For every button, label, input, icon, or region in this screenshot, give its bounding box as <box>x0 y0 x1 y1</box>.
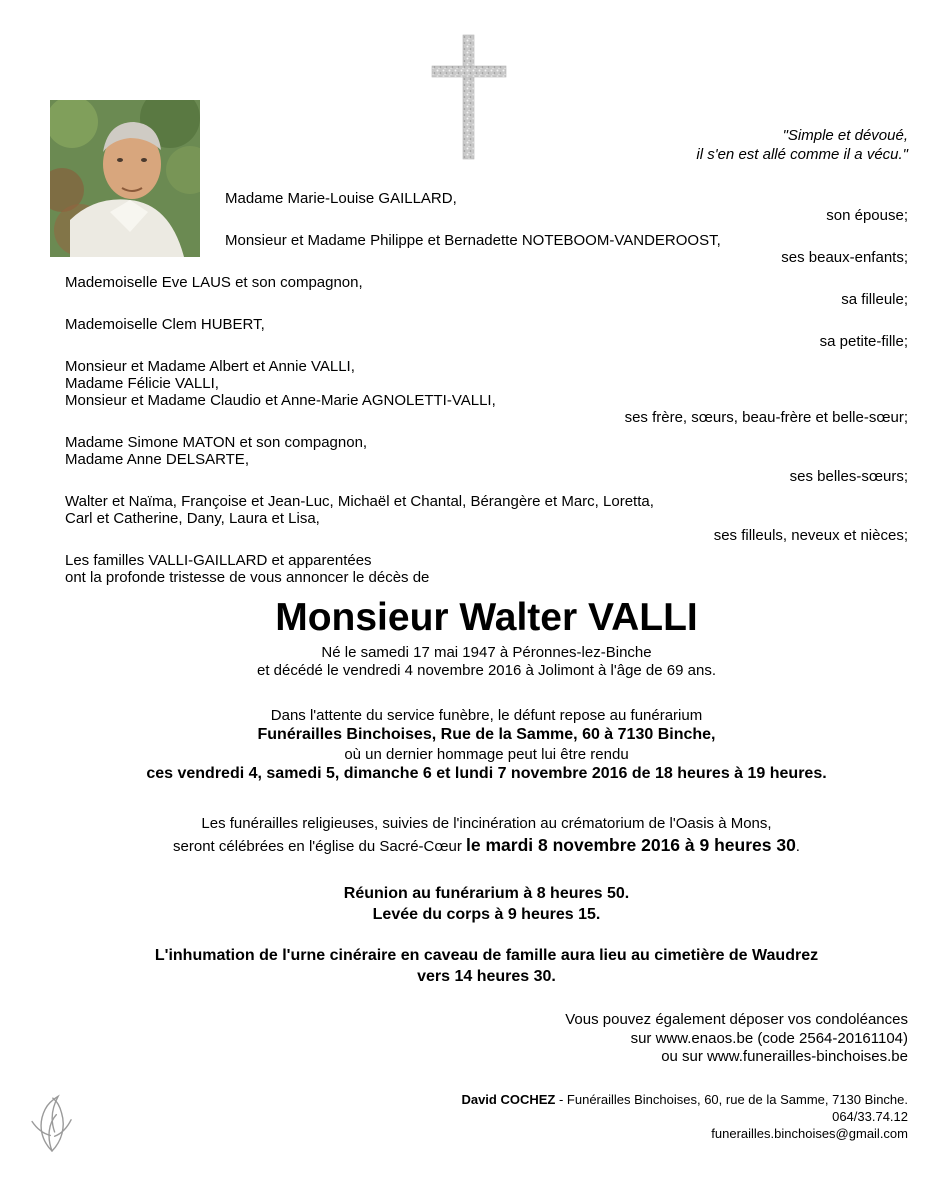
quote-line-2: il s'en est allé comme il a vécu." <box>696 146 908 163</box>
footer-email: funerailles.binchoises@gmail.com <box>711 1125 908 1141</box>
wake-hours-line: ces vendredi 4, samedi 5, dimanche 6 et lundi 7 novembre 2016 de 18 heures à 19 heures. <box>146 765 827 782</box>
burial-line-2: vers 14 heures 30. <box>417 968 556 985</box>
announcement-intro-line: ont la profonde tristesse de vous annoncer le décès de <box>65 569 430 586</box>
ceremony-section <box>65 814 908 859</box>
wake-section <box>65 706 908 784</box>
family-line: Les familles VALLI-GAILLARD et apparentées <box>65 552 372 569</box>
family-relation-line: ses frère, sœurs, beau-frère et belle-sœur; <box>624 409 908 426</box>
family-relation-line: son épouse; <box>826 207 908 224</box>
ceremony-line-2-prefix: seront célébrées en l'église du Sacré-Cœur <box>173 838 467 855</box>
family-line: Madame Félicie VALLI, <box>65 375 219 392</box>
footer-phone: 064/33.74.12 <box>832 1108 908 1124</box>
family-line: Mademoiselle Clem HUBERT, <box>65 316 265 333</box>
ceremony-line-1: Les funérailles religieuses, suivies de l'incinération au crématorium de l'Oasis à Mons, <box>201 815 772 832</box>
condolences-enaos-line: sur www.enaos.be (code 2564-20161104) <box>630 1029 908 1047</box>
deceased-name-title: Monsieur Walter VALLI <box>275 596 698 639</box>
announcement-content <box>65 190 908 1142</box>
memorial-quote <box>696 126 908 164</box>
family-relation-line: ses belles-sœurs; <box>789 468 908 485</box>
footer-director-name: David COCHEZ <box>461 1091 556 1107</box>
family-relation-line: ses beaux-enfants; <box>781 249 908 266</box>
wake-line-3: où un dernier hommage peut lui être rendu <box>344 746 629 763</box>
burial-line-1: L'inhumation de l'urne cinéraire en caveau de famille aura lieu au cimetière de Waudrez <box>154 947 819 964</box>
schedule-departure-line: Levée du corps à 9 heures 15. <box>372 906 601 923</box>
memorial-cross-icon <box>430 33 508 166</box>
family-line: Mademoiselle Eve LAUS et son compagnon, <box>65 274 363 291</box>
dove-flame-logo-icon <box>26 1093 78 1157</box>
death-line: et décédé le vendredi 4 novembre 2016 à Jolimont à l'âge de 69 ans. <box>256 662 716 679</box>
funeral-home-footer <box>65 1091 908 1142</box>
family-line: Madame Marie-Louise GAILLARD, <box>225 190 457 207</box>
family-line: Monsieur et Madame Philippe et Bernadette NOTEBOOM-VANDEROOST, <box>225 232 721 249</box>
footer-director-line <box>65 1091 908 1108</box>
quote-line-1: "Simple et dévoué, <box>782 127 908 144</box>
wake-line-1: Dans l'attente du service funèbre, le défunt repose au funérarium <box>270 707 703 724</box>
schedule-meeting-line: Réunion au funérarium à 8 heures 50. <box>343 885 630 902</box>
schedule-section <box>65 883 908 925</box>
family-line: Madame Simone MATON et son compagnon, <box>65 434 368 451</box>
family-line: Carl et Catherine, Dany, Laura et Lisa, <box>65 510 320 527</box>
ceremony-line-2 <box>65 833 908 859</box>
family-line: Madame Anne DELSARTE, <box>65 451 249 468</box>
family-relation-line: sa filleule; <box>841 291 908 308</box>
footer-director-rest: - Funérailles Binchoises, 60, rue de la Samme, 7130 Binche. <box>555 1091 908 1107</box>
condolences-section <box>65 1011 908 1067</box>
family-line: Monsieur et Madame Claudio et Anne-Marie AGNOLETTI-VALLI, <box>65 392 496 409</box>
ceremony-line-2-suffix: . <box>795 838 800 855</box>
birth-line: Né le samedi 17 mai 1947 à Péronnes-lez-Binche <box>321 644 652 661</box>
wake-address-line: Funérailles Binchoises, Rue de la Samme, 60 à 7130 Binche, <box>257 726 716 743</box>
funeral-home-logo <box>26 1093 78 1162</box>
ceremony-date-bold: le mardi 8 novembre 2016 à 9 heures 30 <box>466 835 796 855</box>
family-line: Monsieur et Madame Albert et Annie VALLI, <box>65 358 355 375</box>
condolences-line-1: Vous pouvez également déposer vos condoléances <box>565 1011 908 1028</box>
family-relation-line: ses filleuls, neveux et nièces; <box>713 527 908 544</box>
family-list <box>65 190 908 586</box>
family-relation-line: sa petite-fille; <box>819 333 908 350</box>
burial-section <box>65 945 908 987</box>
family-line: Walter et Naïma, Françoise et Jean-Luc, Michaël et Chantal, Bérangère et Marc, Loretta, <box>65 493 654 510</box>
condolences-website-line: ou sur www.funerailles-binchoises.be <box>661 1048 908 1065</box>
